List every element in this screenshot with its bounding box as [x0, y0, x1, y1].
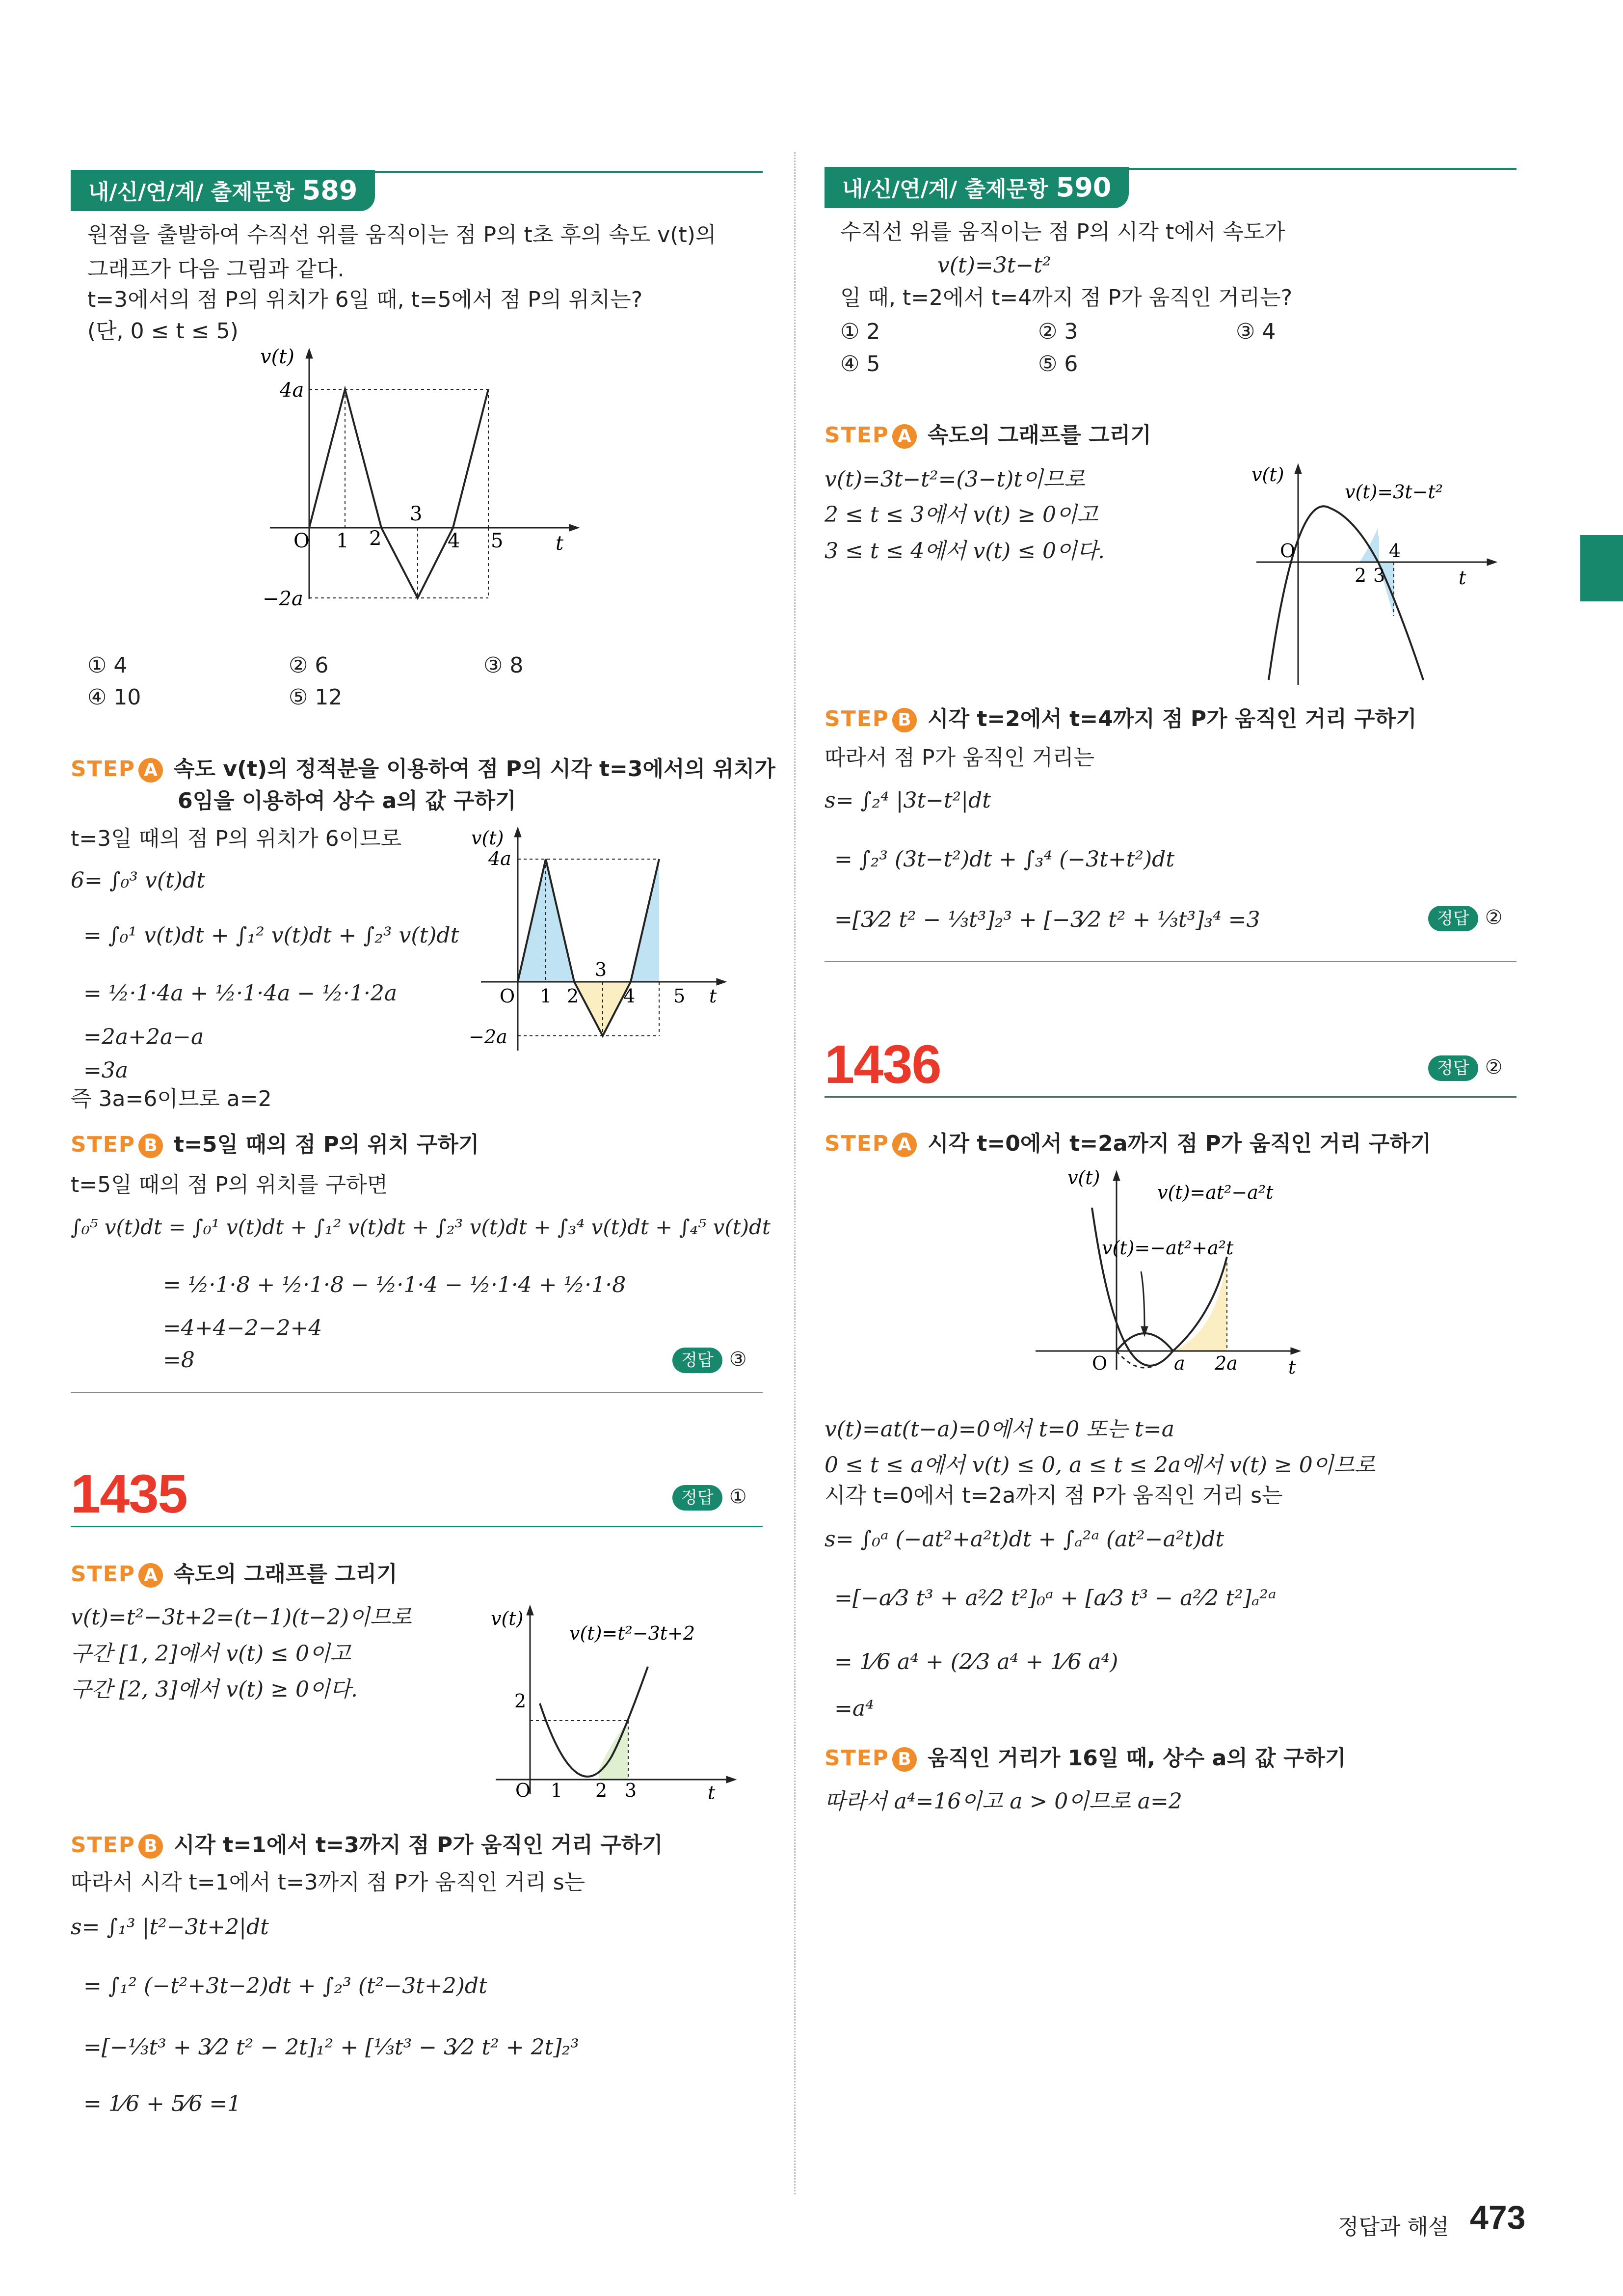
axis-y-label: v(t)	[491, 1608, 524, 1629]
step-title-text: 속도의 그래프를 그리기	[928, 423, 1151, 448]
step-a-title	[825, 1126, 1431, 1157]
tick-2: 2	[567, 985, 579, 1007]
axis-t-label: t	[709, 985, 717, 1007]
option-3[interactable]: ③ 4	[1236, 319, 1276, 344]
solution-line: 따라서 점 P가 움직인 거리는	[825, 745, 1095, 770]
label-4a: 4a	[280, 379, 304, 402]
solution-line: v(t)=at(t−a)=0에서 t=0 또는 t=a	[825, 1417, 1174, 1442]
section-rule	[825, 1096, 1517, 1098]
solution-line: 0 ≤ t ≤ a에서 v(t) ≤ 0, a ≤ t ≤ 2a에서 v(t) ≥ 0이므로	[825, 1453, 1376, 1478]
step-title-text: 움직인 거리가 16일 때, 상수 a의 값 구하기	[928, 1746, 1346, 1771]
solution-line: = ∫₂³ (3t−t²)dt + ∫₃⁴ (−3t+t²)dt	[834, 847, 1175, 872]
step-letter-badge: B	[892, 708, 917, 732]
solution-line: =4+4−2−2+4	[163, 1316, 322, 1341]
answer-value: ②	[1485, 906, 1503, 929]
tick-4: 4	[623, 985, 636, 1007]
answer-badge: 정답	[672, 1348, 722, 1373]
step-label: STEP	[71, 756, 136, 782]
step-title-text: 시각 t=1에서 t=3까지 점 P가 움직인 거리 구하기	[174, 1833, 663, 1858]
tick-1: 1	[336, 530, 349, 552]
answer-badge: 정답	[672, 1485, 722, 1511]
curve-equation-upper: v(t)=at²−a²t	[1157, 1182, 1274, 1203]
problem-number: 589	[302, 175, 358, 206]
question-line: 원점을 출발하여 수직선 위를 움직이는 점 P의 t초 후의 속도 v(t)의	[87, 222, 717, 247]
header-rule	[1119, 168, 1517, 170]
shaded-velocity-graph-589	[461, 825, 736, 1060]
tick-a: a	[1174, 1352, 1185, 1374]
curve-equation: v(t)=3t−t²	[1345, 481, 1443, 503]
solution-line: = ∫₁² (−t²+3t−2)dt + ∫₂³ (t²−3t+2)dt	[83, 1973, 487, 1999]
solution-line: = 1⁄6 a⁴ + (2⁄3 a⁴ + 1⁄6 a⁴)	[834, 1649, 1118, 1675]
option-5[interactable]: ⑤ 6	[1038, 351, 1078, 377]
step-a-title	[71, 751, 775, 783]
step-letter-badge: B	[892, 1747, 917, 1772]
step-b-title	[825, 1740, 1346, 1772]
option-4[interactable]: ④ 5	[840, 351, 880, 377]
question-line: 일 때, t=2에서 t=4까지 점 P가 움직인 거리는?	[840, 285, 1293, 310]
option-1[interactable]: ① 2	[840, 319, 880, 344]
solution-line: =a⁴	[834, 1696, 874, 1721]
solution-line: s= ∫₁³ |t²−3t+2|dt	[71, 1915, 269, 1940]
answer-589	[672, 1348, 747, 1373]
origin-label: O	[500, 985, 515, 1007]
answer-value: ①	[729, 1486, 747, 1508]
axis-t-label: t	[556, 532, 564, 555]
problem-tag	[71, 170, 375, 211]
step-b-title	[71, 1827, 663, 1859]
label-minus-2a: −2a	[263, 588, 303, 610]
origin-label: O	[1280, 540, 1296, 562]
tick-2a: 2a	[1215, 1352, 1238, 1374]
tick-3: 3	[410, 503, 423, 525]
option-3[interactable]: ③ 8	[483, 653, 524, 678]
solution-line: =2a+2a−a	[83, 1025, 204, 1050]
step-label: STEP	[825, 1746, 890, 1771]
solution-line: =[−⅓t³ + 3⁄2 t² − 2t]₁² + [⅓t³ − 3⁄2 t² + 2t]₂³	[83, 2035, 579, 2060]
tick-5: 5	[491, 530, 504, 552]
step-label: STEP	[825, 706, 890, 731]
answer-badge: 정답	[1428, 1055, 1478, 1081]
velocity-graph-1436	[1031, 1168, 1374, 1389]
step-letter-badge: B	[138, 1134, 163, 1158]
solution-line: 따라서 시각 t=1에서 t=3까지 점 P가 움직인 거리 s는	[71, 1870, 585, 1895]
section-divider	[825, 961, 1517, 962]
label-4a: 4a	[488, 848, 511, 869]
option-1[interactable]: ① 4	[87, 653, 128, 678]
axis-t-label: t	[1459, 567, 1466, 589]
solution-line: v(t)=3t−t²=(3−t)t이므로	[825, 467, 1085, 492]
section-rule	[71, 1526, 763, 1527]
question-line: (단, 0 ≤ t ≤ 5)	[87, 319, 239, 344]
answer-value: ②	[1485, 1056, 1503, 1079]
question-line: 수직선 위를 움직이는 점 P의 시각 t에서 속도가	[840, 219, 1285, 244]
origin-label: O	[1092, 1352, 1108, 1374]
answer-1435	[672, 1485, 747, 1511]
question-line: t=3에서의 점 P의 위치가 6일 때, t=5에서 점 P의 위치는?	[87, 287, 643, 312]
step-letter-badge: A	[892, 424, 917, 449]
axis-y-label: v(t)	[471, 827, 504, 849]
tag-label: 내/신/연/계/ 출제문항	[88, 180, 294, 205]
solution-line: 3 ≤ t ≤ 4에서 v(t) ≤ 0이다.	[825, 539, 1105, 564]
tick-3: 3	[625, 1780, 637, 1799]
option-2[interactable]: ② 6	[289, 653, 329, 678]
step-letter-badge: A	[138, 1563, 163, 1588]
solution-line: = ∫₀¹ v(t)dt + ∫₁² v(t)dt + ∫₂³ v(t)dt	[83, 923, 459, 948]
step-b-title	[71, 1127, 479, 1158]
problem-589-header	[71, 170, 763, 211]
header-rule	[365, 171, 763, 173]
tick-4: 4	[1389, 540, 1401, 562]
option-4[interactable]: ④ 10	[87, 685, 141, 710]
solution-line: 2 ≤ t ≤ 3에서 v(t) ≥ 0이고	[825, 502, 1098, 527]
problem-tag	[825, 167, 1129, 208]
solution-line: 6= ∫₀³ v(t)dt	[71, 868, 205, 893]
solution-line: t=3일 때의 점 P의 위치가 6이므로	[71, 826, 402, 851]
solution-line: s= ∫₂⁴ |3t−t²|dt	[825, 788, 991, 813]
tick-1: 1	[551, 1780, 563, 1799]
answer-1436	[1428, 1055, 1503, 1081]
axis-t-label: t	[708, 1782, 716, 1799]
tick-1: 1	[540, 985, 552, 1007]
step-a-title	[825, 417, 1151, 449]
solution-line: 따라서 a⁴=16이고 a > 0이므로 a=2	[825, 1789, 1182, 1814]
tick-2: 2	[595, 1780, 608, 1799]
step-label: STEP	[825, 1131, 890, 1156]
page-number: 473	[1470, 2199, 1526, 2236]
velocity-graph-1435	[486, 1603, 761, 1799]
label-minus-2a: −2a	[469, 1026, 507, 1048]
velocity-graph-589	[255, 344, 599, 619]
solution-line: = ½·1·8 + ½·1·8 − ½·1·4 − ½·1·4 + ½·1·8	[163, 1272, 626, 1297]
step-title-text: 시각 t=0에서 t=2a까지 점 P가 움직인 거리 구하기	[928, 1131, 1432, 1156]
step-title-text: 속도의 그래프를 그리기	[174, 1562, 398, 1587]
chapter-side-tab	[1580, 535, 1623, 601]
step-letter-badge: B	[138, 1834, 163, 1859]
origin-label: O	[293, 530, 310, 552]
axis-y-label: v(t)	[1067, 1168, 1100, 1189]
tag-label: 내/신/연/계/ 출제문항	[842, 177, 1048, 202]
step-letter-badge: A	[138, 758, 163, 783]
option-2[interactable]: ② 3	[1038, 319, 1078, 344]
axis-y-label: v(t)	[1251, 464, 1284, 486]
solution-line: =3a	[83, 1058, 129, 1083]
tick-2: 2	[1355, 565, 1367, 586]
axis-t-label: t	[1288, 1356, 1296, 1378]
problem-number-1435: 1435	[71, 1464, 187, 1524]
tick-5: 5	[673, 985, 686, 1007]
footer-label: 정답과 해설	[1338, 2215, 1449, 2240]
answer-badge: 정답	[1428, 906, 1478, 931]
solution-line: s= ∫₀ᵃ (−at²+a²t)dt + ∫ₐ²ᵃ (at²−a²t)dt	[825, 1527, 1224, 1552]
step-label: STEP	[825, 423, 890, 448]
step-b-title	[825, 701, 1417, 732]
answer-590	[1428, 906, 1503, 931]
velocity-graph-590	[1247, 459, 1541, 690]
origin-label: O	[515, 1780, 531, 1799]
solution-line: 구간 [2, 3]에서 v(t) ≥ 0이다.	[71, 1677, 358, 1702]
column-divider	[794, 152, 796, 2194]
solution-line: v(t)=t²−3t+2=(t−1)(t−2)이므로	[71, 1605, 412, 1630]
solution-line: =8	[163, 1348, 195, 1373]
answer-value: ③	[729, 1348, 747, 1371]
problem-number: 590	[1056, 172, 1112, 203]
solution-line: = 1⁄6 + 5⁄6 =1	[83, 2091, 241, 2116]
step-label: STEP	[71, 1132, 136, 1157]
curve-equation: v(t)=t²−3t+2	[569, 1622, 695, 1644]
step-a-title-cont: 6임을 이용하여 상수 a의 값 구하기	[178, 788, 516, 813]
step-a-title	[71, 1556, 398, 1588]
step-title-text: t=5일 때의 점 P의 위치 구하기	[174, 1132, 479, 1157]
solution-line: 시각 t=0에서 t=2a까지 점 P가 움직인 거리 s는	[825, 1483, 1283, 1508]
tick-3: 3	[595, 959, 607, 980]
solution-line: =[3⁄2 t² − ⅓t³]₂³ + [−3⁄2 t² + ⅓t³]₃⁴ =3	[834, 907, 1260, 932]
option-5[interactable]: ⑤ 12	[289, 685, 343, 710]
solution-line: t=5일 때의 점 P의 위치를 구하면	[71, 1172, 388, 1197]
label-2: 2	[514, 1690, 527, 1712]
curve-equation-lower: v(t)=−at²+a²t	[1102, 1237, 1234, 1259]
solution-line: ∫₀⁵ v(t)dt = ∫₀¹ v(t)dt + ∫₁² v(t)dt + ∫₂³ v(t)dt + ∫₃⁴ v(t)dt + ∫₄⁵ v(t)dt	[71, 1215, 771, 1239]
step-title-text: 속도 v(t)의 정적분을 이용하여 점 P의 시각 t=3에서의 위치가	[174, 756, 775, 782]
solution-line: =[−a⁄3 t³ + a²⁄2 t²]₀ᵃ + [a⁄3 t³ − a²⁄2 t²]ₐ²ᵃ	[834, 1586, 1277, 1611]
problem-590-header	[825, 167, 1517, 208]
step-letter-badge: A	[892, 1133, 917, 1157]
solution-line: = ½·1·4a + ½·1·4a − ½·1·2a	[83, 981, 398, 1006]
step-title-text: 시각 t=2에서 t=4까지 점 P가 움직인 거리 구하기	[928, 706, 1417, 731]
question-line: 그래프가 다음 그림과 같다.	[87, 257, 345, 282]
tick-4: 4	[448, 530, 460, 552]
section-divider	[71, 1392, 763, 1393]
axis-y-label: v(t)	[260, 346, 294, 368]
question-equation: v(t)=3t−t²	[937, 253, 1051, 278]
problem-number-1436: 1436	[825, 1034, 941, 1095]
step-label: STEP	[71, 1833, 136, 1858]
tick-3: 3	[1373, 565, 1385, 586]
tick-2: 2	[369, 527, 382, 550]
solution-line: 즉 3a=6이므로 a=2	[71, 1086, 272, 1111]
solution-line: 구간 [1, 2]에서 v(t) ≤ 0이고	[71, 1641, 351, 1666]
step-label: STEP	[71, 1562, 136, 1587]
